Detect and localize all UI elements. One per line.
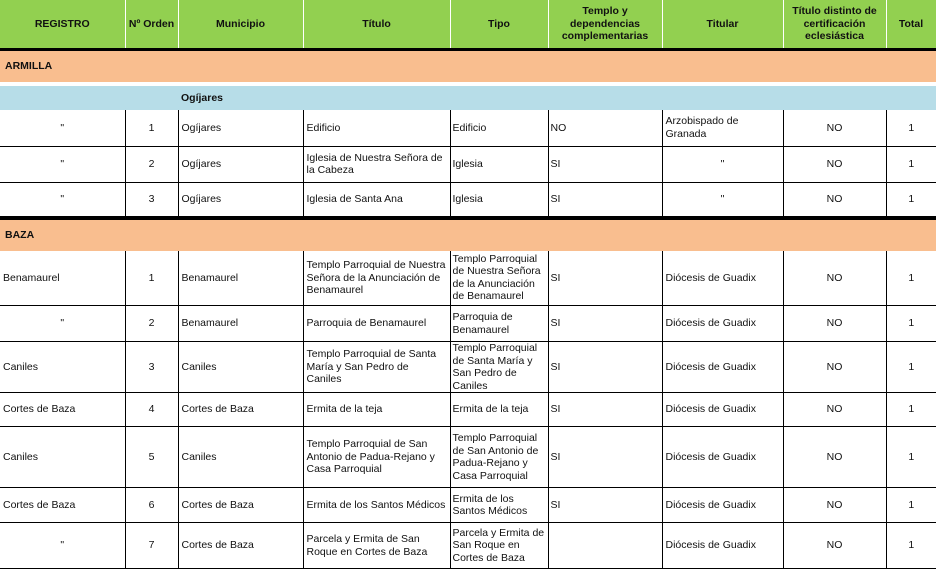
cell-total: 1: [886, 110, 936, 146]
cell-tipo: Parcela y Ermita de San Roque en Cortes de Baza: [450, 523, 548, 569]
cell-municipio: Benamaurel: [178, 306, 303, 342]
cell-distinto: NO: [783, 306, 886, 342]
cell-distinto: NO: [783, 523, 886, 569]
section-header-baza: [0, 220, 936, 251]
cell-registro: Cortes de Baza: [0, 488, 125, 523]
cell-orden: 1: [125, 110, 178, 146]
table-row: [0, 306, 936, 342]
cell-templo: SI: [548, 393, 662, 427]
cell-titular: Diócesis de Guadix: [662, 251, 783, 306]
cell-templo: NO: [548, 110, 662, 146]
cell-municipio: Ogíjares: [178, 182, 303, 216]
cell-registro: Benamaurel: [0, 251, 125, 306]
cell-total: 1: [886, 488, 936, 523]
cell-titulo: Parcela y Ermita de San Roque en Cortes de Baza: [303, 523, 450, 569]
header-row: [0, 0, 936, 48]
cell-templo: SI: [548, 182, 662, 216]
cell-orden: 1: [125, 251, 178, 306]
cell-registro: ": [0, 110, 125, 146]
cell-distinto: NO: [783, 251, 886, 306]
cell-total: 1: [886, 251, 936, 306]
cell-titulo: Iglesia de Santa Ana: [303, 182, 450, 216]
cell-tipo: Ermita de los Santos Médicos: [450, 488, 548, 523]
cell-orden: 3: [125, 342, 178, 393]
cell-municipio: Benamaurel: [178, 251, 303, 306]
col-header-titulo: Título: [303, 0, 450, 48]
cell-municipio: Ogíjares: [178, 146, 303, 182]
cell-municipio: Cortes de Baza: [178, 488, 303, 523]
col-header-orden: Nº Orden: [125, 0, 178, 48]
cell-tipo: Templo Parroquial de San Antonio de Padua-Rejano y Casa Parroquial: [450, 427, 548, 488]
section-header-armilla: [0, 51, 936, 82]
cell-municipio: Ogíjares: [178, 110, 303, 146]
cell-orden: 6: [125, 488, 178, 523]
cell-registro: Cortes de Baza: [0, 393, 125, 427]
cell-tipo: Edificio: [450, 110, 548, 146]
cell-registro: Caniles: [0, 427, 125, 488]
cell-tipo: Templo Parroquial de Nuestra Señora de la Anunciación de Benamaurel: [450, 251, 548, 306]
cell-titulo: Templo Parroquial de Santa María y San Pedro de Caniles: [303, 342, 450, 393]
cell-total: 1: [886, 342, 936, 393]
cell-tipo: Parroquia de Benamaurel: [450, 306, 548, 342]
table-row: [0, 393, 936, 427]
cell-total: 1: [886, 427, 936, 488]
col-header-municipio: Municipio: [178, 0, 303, 48]
cell-distinto: NO: [783, 182, 886, 216]
cell-tipo: Ermita de la teja: [450, 393, 548, 427]
cell-titular: Diócesis de Guadix: [662, 523, 783, 569]
cell-orden: 4: [125, 393, 178, 427]
cell-titulo: Parroquia de Benamaurel: [303, 306, 450, 342]
cell-titulo: Iglesia de Nuestra Señora de la Cabeza: [303, 146, 450, 182]
table-row: [0, 488, 936, 523]
cell-distinto: NO: [783, 146, 886, 182]
cell-distinto: NO: [783, 427, 886, 488]
cell-total: 1: [886, 523, 936, 569]
section-title: BAZA: [0, 220, 936, 251]
cell-titular: Diócesis de Guadix: [662, 488, 783, 523]
col-header-registro: REGISTRO: [0, 0, 125, 48]
col-header-distinto: Título distinto de certificación eclesiástica: [783, 0, 886, 48]
cell-municipio: Cortes de Baza: [178, 523, 303, 569]
subsection-header-ogijares: [0, 86, 936, 110]
cell-tipo: Templo Parroquial de Santa María y San Pedro de Caniles: [450, 342, 548, 393]
section-title: ARMILLA: [0, 51, 936, 82]
table-row: [0, 427, 936, 488]
cell-titulo: Ermita de la teja: [303, 393, 450, 427]
cell-orden: 2: [125, 306, 178, 342]
cell-templo: SI: [548, 427, 662, 488]
cell-municipio: Caniles: [178, 342, 303, 393]
cell-orden: 3: [125, 182, 178, 216]
col-header-titular: Titular: [662, 0, 783, 48]
cell-municipio: Cortes de Baza: [178, 393, 303, 427]
col-header-total: Total: [886, 0, 936, 48]
col-header-templo: Templo y dependencias complementarias: [548, 0, 662, 48]
cell-titulo: Edificio: [303, 110, 450, 146]
cell-municipio: Caniles: [178, 427, 303, 488]
table-row: [0, 146, 936, 182]
cell-distinto: NO: [783, 342, 886, 393]
cell-templo: SI: [548, 251, 662, 306]
cell-distinto: NO: [783, 488, 886, 523]
cell-orden: 5: [125, 427, 178, 488]
cell-distinto: NO: [783, 393, 886, 427]
table-row: [0, 110, 936, 146]
table-row: [0, 251, 936, 306]
table-row: [0, 523, 936, 569]
cell-templo: [548, 523, 662, 569]
cell-titular: ": [662, 146, 783, 182]
cell-orden: 7: [125, 523, 178, 569]
table-row: [0, 342, 936, 393]
cell-titular: ": [662, 182, 783, 216]
cell-titular: Diócesis de Guadix: [662, 306, 783, 342]
col-header-tipo: Tipo: [450, 0, 548, 48]
cell-distinto: NO: [783, 110, 886, 146]
cell-tipo: Iglesia: [450, 182, 548, 216]
cell-titular: Diócesis de Guadix: [662, 342, 783, 393]
cell-titulo: Templo Parroquial de San Antonio de Padua-Rejano y Casa Parroquial: [303, 427, 450, 488]
cell-titulo: Ermita de los Santos Médicos: [303, 488, 450, 523]
cell-registro: ": [0, 523, 125, 569]
cell-templo: SI: [548, 146, 662, 182]
cell-templo: SI: [548, 342, 662, 393]
cell-titular: Diócesis de Guadix: [662, 427, 783, 488]
cell-templo: SI: [548, 306, 662, 342]
table-row: [0, 182, 936, 216]
cell-total: 1: [886, 393, 936, 427]
cell-titular: Arzobispado de Granada: [662, 110, 783, 146]
cell-total: 1: [886, 146, 936, 182]
cell-registro: Caniles: [0, 342, 125, 393]
cell-total: 1: [886, 182, 936, 216]
cell-registro: ": [0, 182, 125, 216]
cell-orden: 2: [125, 146, 178, 182]
subsection-title: Ogíjares: [178, 86, 936, 110]
cell-registro: ": [0, 306, 125, 342]
cell-tipo: Iglesia: [450, 146, 548, 182]
cell-registro: ": [0, 146, 125, 182]
cell-templo: SI: [548, 488, 662, 523]
cell-total: 1: [886, 306, 936, 342]
cell-titulo: Templo Parroquial de Nuestra Señora de la Anunciación de Benamaurel: [303, 251, 450, 306]
cell-titular: Diócesis de Guadix: [662, 393, 783, 427]
